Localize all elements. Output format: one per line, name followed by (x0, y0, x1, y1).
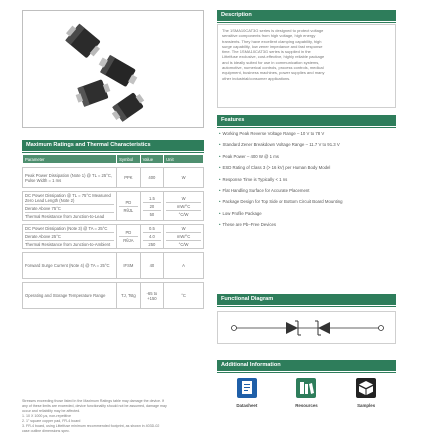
description-line: equipment, business machines, power supplies and many (222, 70, 325, 76)
column-header: Value (140, 155, 164, 164)
param-line: Thermal Resistance from Junction-to-Lead (25, 212, 114, 219)
symbol-line: PD (125, 199, 132, 205)
value-cell (140, 225, 164, 249)
footnote-line: case outline dimensions spec. (22, 429, 70, 433)
table-row (23, 225, 204, 249)
list-item (219, 142, 396, 148)
unit-line: °C/W (166, 210, 201, 217)
footnote-line: occur and reliability may be affected. (22, 409, 81, 413)
unit-line: mW/°C (166, 232, 201, 239)
samples-link[interactable] (341, 376, 391, 420)
description-line: sensitive components from high voltage, high energy (222, 33, 316, 39)
bullet-icon: • (219, 142, 221, 148)
resources-link[interactable] (281, 376, 331, 420)
unit-cell: A (164, 253, 204, 279)
symbol-line: PD (125, 230, 132, 235)
param-cell: Operating and Storage Temperature Range (23, 283, 117, 309)
bullet-icon: • (219, 165, 221, 171)
bullet-icon: • (219, 153, 221, 159)
bullet-icon: • (219, 131, 221, 136)
ratings-table (22, 154, 204, 309)
description-line: Littelfuse exclusive, cost-effective, highly reliable package (222, 54, 325, 60)
samples-icon (354, 376, 378, 400)
description-line: automotive, numerical controls, process controls, medical (222, 65, 324, 71)
functional-diagram (217, 311, 396, 344)
list-item (219, 188, 396, 194)
symbol-cell (117, 192, 141, 221)
table-row (23, 253, 204, 279)
value-line: 1.5 (148, 195, 155, 201)
description-box (217, 24, 396, 108)
samples-label: Samples (357, 403, 376, 408)
unit-cell (164, 192, 204, 221)
column-header: Parameter (23, 155, 117, 164)
description-line: surge capability, low zener impedance and fast response (222, 43, 323, 49)
feature-text: ESD Rating of Class 3 (> 16 kV) per Human Body Model (222, 165, 331, 171)
description-line: time. The 1SMA10CAT3G series is supplied in the (222, 49, 311, 55)
column-header: Unit (164, 155, 204, 164)
feature-text: These are Pb–Free Devices (222, 222, 277, 228)
footnote-line: Stresses exceeding those listed in the Maximum Ratings table may damage the device. If (22, 399, 165, 403)
ratings-section (22, 140, 204, 309)
additional-info-links (217, 376, 396, 420)
unit-line: W (181, 195, 186, 201)
datasheet-label: Datasheet (236, 403, 258, 408)
value-cell: -65 to +150 (140, 283, 164, 309)
description-header: Description (217, 10, 396, 21)
list-item (219, 211, 396, 217)
feature-text: Peak Power – 400 W @ 1 ms (222, 153, 279, 159)
footnote-line: 1. 10 X 1000 μs, non-repetitive (22, 414, 72, 418)
description-line: other industrial/consumer applications. (222, 75, 291, 81)
bullet-icon: • (219, 176, 221, 182)
value-line: 0.5 (148, 226, 155, 231)
bullet-icon: • (219, 222, 221, 228)
value-line: 4.0 (143, 232, 162, 239)
bidirectional-tvs-diode-icon (218, 312, 397, 345)
list-item (219, 199, 396, 205)
symbol-cell: PPK (117, 168, 141, 188)
value-line: 20 (143, 202, 162, 209)
description-line: and is ideally suited for use in communication systems, (222, 59, 320, 65)
param-cell (23, 225, 117, 249)
list-item (219, 222, 396, 228)
param-cell: Forward Surge Current (Note 4) @ TA = 25°C (23, 253, 117, 279)
symbol-cell: IFSM (117, 253, 141, 279)
param-line: Derate Above 25°C (25, 232, 114, 239)
resources-icon (294, 376, 318, 400)
value-cell: 40 (140, 253, 164, 279)
unit-line: mW/°C (166, 202, 201, 209)
unit-cell (164, 225, 204, 249)
feature-text: Flat Handling Surface for Accurate Placement (222, 187, 310, 193)
footnotes (22, 399, 204, 434)
param-line: DC Power Dissipation @ TL = 75°C Measured Zero Lead Length (Note 2) (25, 193, 111, 203)
symbol-line: RθJA (119, 236, 138, 243)
feature-text: Package Design for Top Side or Bottom Circuit Board Mounting (222, 199, 343, 205)
list-item (219, 131, 396, 137)
feature-text: Response Time is Typically < 1 ns (222, 176, 288, 182)
unit-line: °C/W (166, 240, 201, 247)
bullet-icon: • (219, 199, 221, 205)
product-image (22, 10, 204, 128)
additional-info-header: Additional Information (217, 360, 396, 371)
unit-cell: °C (164, 283, 204, 309)
param-cell: Peak Power Dissipation (Note 1) @ TL = 25°C, Pulse Width = 1 ms (23, 168, 117, 188)
symbol-cell (117, 225, 141, 249)
features-header: Features (217, 115, 396, 126)
column-header: Symbol (117, 155, 141, 164)
param-line: Derate Above 75°C (25, 204, 114, 211)
value-cell: 400 (140, 168, 164, 188)
ratings-header: Maximum Ratings and Thermal Characteristics (22, 140, 204, 151)
description-line: transients. They have excellent clamping capability, high (222, 38, 322, 44)
bullet-icon: • (219, 187, 221, 193)
ratings-header-row (23, 155, 204, 164)
unit-cell: W (164, 168, 204, 188)
datasheet-icon (235, 376, 259, 400)
table-row (23, 192, 204, 221)
footnote-line: any of these limits are exceeded, device functionality should not be assumed, damage may (22, 404, 167, 408)
bullet-icon: • (219, 210, 221, 216)
value-cell (140, 192, 164, 221)
list-item (219, 177, 396, 183)
table-row (23, 168, 204, 188)
resources-label: Resources (295, 403, 318, 408)
footnote-line: 2. 1" square copper pad, FR-4 board (22, 419, 81, 423)
features-list (219, 131, 396, 234)
feature-text: Low Profile Package (222, 210, 262, 216)
datasheet-link[interactable] (222, 376, 272, 420)
sma-package-illustration (23, 11, 205, 129)
unit-line: W (181, 226, 186, 231)
symbol-cell: TJ, Tstg (117, 283, 141, 309)
value-line: 50 (143, 210, 162, 217)
feature-text: Standard Zener Breakdown Voltage Range – 11.7 V to 91.3 V (222, 142, 340, 148)
table-row (23, 283, 204, 309)
footnote-line: 3. FR-4 board, using Littelfuse minimum recommended footprint, as shown in 403D-02 (22, 424, 160, 428)
value-line: 250 (143, 240, 162, 247)
functional-diagram-header: Functional Diagram (217, 294, 396, 305)
feature-text: Working Peak Reverse Voltage Range – 10 V to 78 V (222, 131, 325, 136)
description-line: The 1SMA10CAT3G series is designed to protect voltage (222, 28, 324, 33)
param-cell (23, 192, 117, 221)
param-line: Thermal Resistance from Junction-to-Ambient (25, 240, 114, 247)
symbol-line: RθJL (119, 206, 138, 213)
list-item (219, 165, 396, 171)
list-item (219, 154, 396, 160)
param-line: DC Power Dissipation (Note 3) @ TA = 25°C (25, 226, 108, 231)
